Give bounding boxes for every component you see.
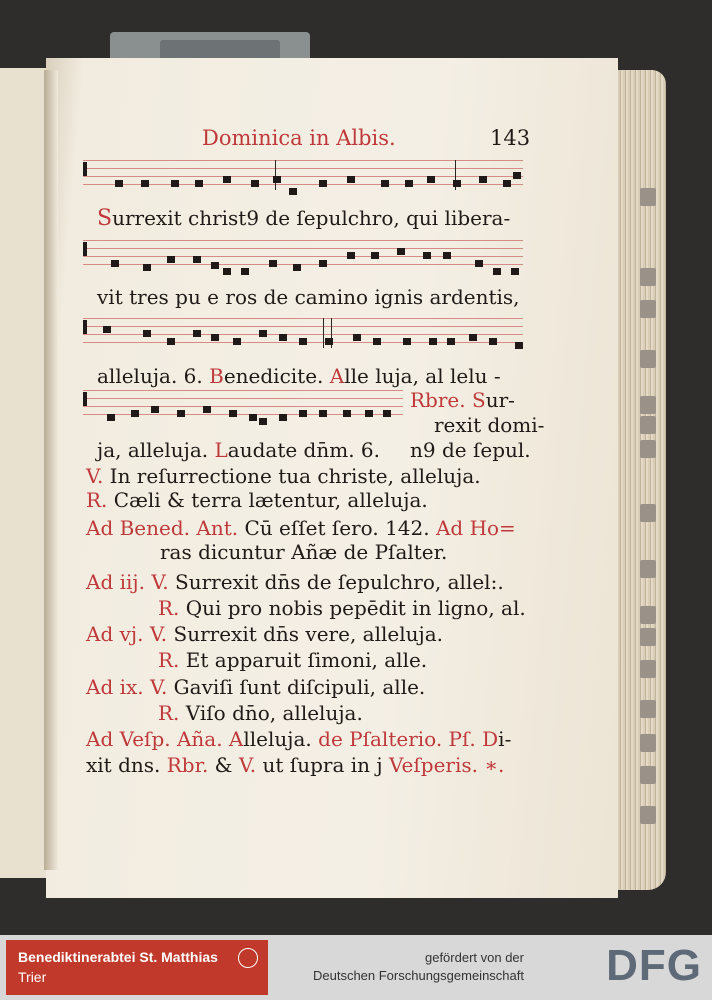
hour-ix-v-text: Gaviſi ſunt diſcipuli, alle. [167, 675, 426, 699]
rbre-text-1: ur- [485, 388, 515, 412]
hour-vj-r [158, 648, 427, 672]
vesp-amp: & [208, 753, 239, 777]
page-tab-marker [640, 766, 656, 784]
lyric-text-1: urrexit christ9 de ſepulchro, qui libera- [112, 206, 511, 230]
vesp-text-2: i- [498, 727, 512, 751]
page-tab-marker [640, 734, 656, 752]
versicle-line-1 [86, 464, 481, 488]
ad-bened-line [86, 516, 516, 540]
neume [143, 330, 151, 337]
hour-vj-v [86, 622, 443, 646]
hour-ix-r-text: Viſo dn̄o, alleluja. [179, 701, 363, 725]
neume [289, 188, 297, 195]
neume [259, 418, 267, 425]
vesp-v: V. [238, 753, 257, 777]
music-staff-3 [83, 318, 523, 348]
hour-iij-label: Ad iij. [86, 570, 145, 594]
lyric-text-3a: alleluja. 6. [97, 364, 210, 388]
neume [177, 410, 185, 417]
lyric-line-4 [97, 438, 380, 462]
line-ja-pre: ja, alleluja. [97, 438, 215, 462]
page-tab-marker [640, 560, 656, 578]
staff-line [83, 160, 523, 161]
ad-bened-text: Cū eſſet ſero. 142. [238, 516, 430, 540]
clef-mark [83, 320, 87, 334]
dfg-logo[interactable]: DFG [606, 941, 702, 990]
staff-line [83, 168, 523, 169]
neume [319, 180, 327, 187]
neume [405, 180, 413, 187]
hour-ix-r-symbol: R. [158, 701, 180, 725]
page-tab-marker [640, 504, 656, 522]
neume [365, 410, 373, 417]
institution-name: Benediktinerabtei St. Matthias [18, 949, 218, 965]
staff-line [83, 176, 523, 177]
neume [403, 338, 411, 345]
neume [279, 414, 287, 421]
neume [515, 342, 523, 349]
vesp-rubric: Ad Veſp. Aña. [86, 727, 223, 751]
neume [293, 264, 301, 271]
clef-mark [83, 162, 87, 176]
funding-line-2: Deutschen Forschungsgemeinschaft [312, 968, 524, 983]
neume [269, 260, 277, 267]
page-tab-marker [640, 660, 656, 678]
page-header-title: Dominica in Albis. [202, 126, 396, 150]
neume [211, 334, 219, 341]
neume [353, 334, 361, 341]
hour-vj-v-text: Surrexit dn̄s vere, alleluja. [167, 622, 443, 646]
neume [489, 338, 497, 345]
page-number: 143 [490, 126, 531, 150]
neume [171, 180, 179, 187]
institution-city: Trier [18, 969, 47, 985]
neume [223, 268, 231, 275]
neume [347, 176, 355, 183]
staff-line [83, 248, 523, 249]
lyric-line-3 [97, 364, 501, 388]
neume [131, 410, 139, 417]
versicle-text: In reſurrectione tua christe, alleluja. [109, 464, 481, 488]
neume [373, 338, 381, 345]
response-text: Cæli & terra lætentur, alleluja. [113, 488, 428, 512]
staff-line [83, 398, 403, 399]
neume [325, 338, 333, 345]
hour-iij-r-text: Qui pro nobis pepēdit in ligno, al. [179, 596, 526, 620]
neume [249, 414, 257, 421]
hour-vj-v-symbol: V. [149, 622, 168, 646]
neume [319, 260, 327, 267]
vesp-rubric-2: de Pſalterio. Pſ. D [311, 727, 499, 751]
initial-S2: S [471, 388, 486, 412]
neume [115, 180, 123, 187]
rbre-label: Rbre. [410, 388, 472, 412]
neume [447, 338, 455, 345]
page-tab-marker [640, 700, 656, 718]
neume [423, 252, 431, 259]
neume [251, 180, 259, 187]
institution-badge[interactable] [6, 940, 268, 995]
neume [511, 268, 519, 275]
neume [503, 180, 511, 187]
neume [107, 414, 115, 421]
clef-mark [83, 242, 87, 256]
neume [103, 326, 111, 333]
lyric-line-2 [97, 285, 520, 309]
lyric-text-3b: enedicite. [223, 364, 330, 388]
vesp-text-3: xit dns. [86, 753, 167, 777]
hour-vj-r-symbol: R. [158, 648, 180, 672]
response-line-1 [86, 488, 428, 512]
neume [397, 248, 405, 255]
line-ja-post: audate dn̄m. 6. [227, 438, 381, 462]
hour-ix-r [158, 701, 363, 725]
vesp-rubric-3: Veſperis. ∗. [388, 753, 505, 777]
initial-A: A [329, 364, 345, 388]
rbre-line-3: n9 de ſepul. [410, 438, 531, 462]
vesp-line-1 [86, 727, 511, 751]
initial-S: S [97, 206, 113, 231]
lyric-line-1 [97, 206, 510, 231]
hour-iij-r-symbol: R. [158, 596, 180, 620]
page-tab-marker [640, 606, 656, 624]
rbre-line-1 [410, 388, 515, 412]
music-staff-2 [83, 240, 523, 270]
page-tab-marker [640, 628, 656, 646]
music-staff-4 [83, 390, 403, 420]
neume [211, 262, 219, 269]
music-staff-1 [83, 160, 523, 190]
hour-iij-v [86, 570, 504, 594]
neume [141, 180, 149, 187]
neume [143, 264, 151, 271]
staff-line [83, 240, 523, 241]
hour-ix-v-symbol: V. [150, 675, 168, 699]
ad-horas-line-2: ras dicuntur Añæ de Pſalter. [160, 540, 448, 564]
vesp-rbr: Rbr. [166, 753, 209, 777]
hour-iij-v-symbol: V. [151, 570, 169, 594]
response-symbol: R. [86, 488, 114, 512]
staff-line [83, 256, 523, 257]
clef-mark [83, 392, 87, 406]
neume [383, 410, 391, 417]
hour-iij-r [158, 596, 526, 620]
neume [347, 252, 355, 259]
page-tab-marker [640, 300, 656, 318]
neume [381, 180, 389, 187]
neume [241, 268, 249, 275]
page-tab-marker [640, 416, 656, 434]
neume [299, 410, 307, 417]
neume [479, 176, 487, 183]
neume [343, 410, 351, 417]
neume [273, 176, 281, 183]
rbre-line-2: rexit domi- [434, 413, 545, 437]
neume [453, 180, 461, 187]
neume [111, 260, 119, 267]
neume [279, 334, 287, 341]
neume [167, 338, 175, 345]
initial-L: L [214, 438, 228, 462]
page-tab-marker [640, 188, 656, 206]
staff-line [83, 318, 523, 319]
neume [319, 410, 327, 417]
hour-vj-label: Ad vj. [86, 622, 144, 646]
lyric-text-3c: lle luja, al lelu - [344, 364, 501, 388]
neume [229, 410, 237, 417]
bar-line [323, 318, 324, 348]
neume [299, 338, 307, 345]
neume [443, 252, 451, 259]
hour-iij-v-text: Surrexit dn̄s de ſepulchro, allel:. [168, 570, 504, 594]
neume [475, 260, 483, 267]
binding-clasp [160, 40, 280, 60]
versicle-symbol: V. [86, 464, 110, 488]
neume [167, 256, 175, 263]
neume [233, 338, 241, 345]
neume [223, 176, 231, 183]
neume [429, 338, 437, 345]
neume [195, 180, 203, 187]
funding-line-1: gefördert von der [424, 950, 524, 965]
neume [203, 406, 211, 413]
vesp-text-4: ut ſupra in j [256, 753, 389, 777]
neume [427, 176, 435, 183]
neume [513, 172, 521, 179]
lyric-text-2: vit tres pu e ros de camino ignis ardentis, [97, 285, 520, 309]
page-tab-marker [640, 440, 656, 458]
neume [493, 268, 501, 275]
page-tab-marker [640, 350, 656, 368]
neume [371, 252, 379, 259]
hour-vj-r-text: Et apparuit ſimoni, alle. [179, 648, 428, 672]
gutter [44, 70, 58, 870]
staff-line [83, 326, 523, 327]
neume [193, 330, 201, 337]
staff-line [83, 390, 403, 391]
neume [259, 330, 267, 337]
ad-bened-rubric: Ad Bened. Ant. [86, 516, 239, 540]
neume [193, 256, 201, 263]
abbey-logo-icon [234, 944, 262, 972]
ad-horas-rubric: Ad Ho= [429, 516, 516, 540]
page-tab-marker [640, 806, 656, 824]
initial-A2: A [222, 727, 244, 751]
hour-ix-v [86, 675, 425, 699]
vesp-line-2 [86, 753, 504, 777]
neume [469, 334, 477, 341]
neume [151, 406, 159, 413]
bar-line [275, 160, 276, 190]
initial-B: B [209, 364, 224, 388]
hour-ix-label: Ad ix. [86, 675, 144, 699]
staff-line [83, 406, 403, 407]
page-tab-marker [640, 268, 656, 286]
page-tab-marker [640, 396, 656, 414]
vesp-text-1: lleluja. [243, 727, 312, 751]
